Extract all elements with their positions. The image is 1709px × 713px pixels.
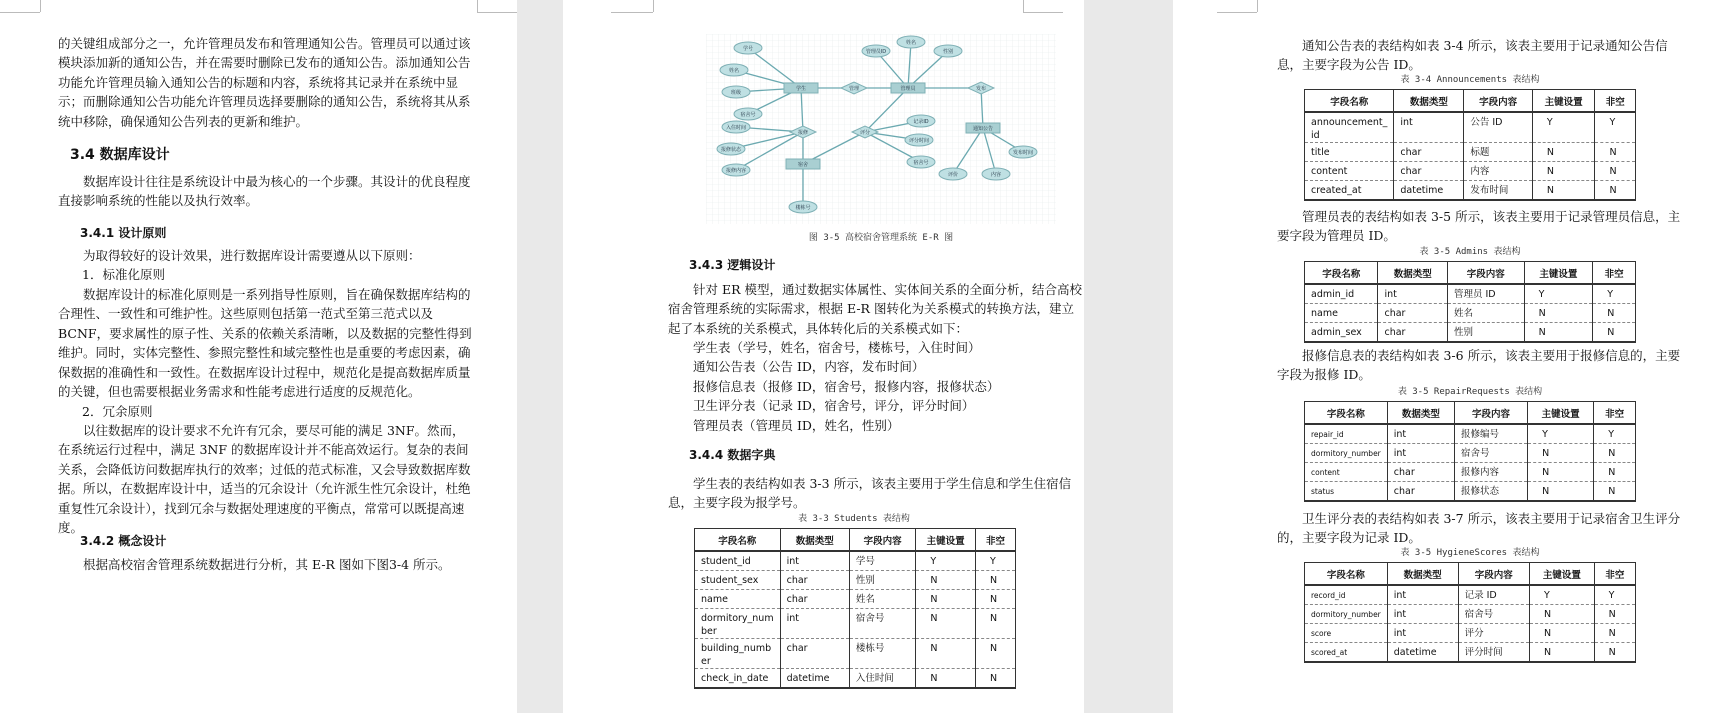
column-header: 非空 [975, 529, 1015, 552]
paragraph-hygiene: 卫生评分表的表结构如表 3-7 所示，该表主要用于记录宿舍卫生评分的，主要字段为记录 ID。 [1277, 511, 1681, 546]
table-cell: N [1529, 643, 1594, 663]
table-cell: 楼栋号 [849, 639, 915, 669]
list-item: 2．冗余原则 [82, 404, 153, 419]
table-cell: N [975, 590, 1015, 609]
crop-mark [1217, 12, 1257, 13]
er-entity [966, 123, 1000, 133]
section-heading: 3.4 数据库设计 [70, 147, 170, 163]
crop-mark [653, 0, 654, 12]
er-label: 班级 [730, 89, 742, 96]
table-cell: char [780, 639, 849, 669]
er-entity [784, 83, 818, 93]
table-cell: N [1532, 143, 1595, 162]
table-cell: 宿舍号 [849, 609, 915, 639]
er-attribute [717, 143, 745, 155]
table-cell: char [1394, 162, 1464, 181]
table-cell: char [780, 571, 849, 590]
document-page-1 [0, 0, 517, 713]
admins-table [1304, 261, 1636, 343]
table-cell: datetime [780, 669, 849, 689]
paragraph-db-design: 数据库设计往往是系统设计中最为核心的一个步骤。其设计的优良程度直接影响系统的性能以及执行效率。 [58, 174, 471, 209]
table-cell: 入住时间 [849, 669, 915, 689]
er-attribute [1009, 146, 1037, 158]
er-label: 评分 [859, 129, 871, 136]
er-label: 宿舍号 [740, 111, 756, 118]
table-cell: title [1305, 143, 1394, 162]
table-cell: 姓名 [849, 590, 915, 609]
paragraph-repair: 报修信息表的表结构如表 3-6 所示，该表主要用于报修信息的，主要字段为报修 ID。 [1277, 348, 1681, 383]
crop-mark [477, 12, 517, 13]
table-cell: N [1594, 444, 1636, 463]
table-cell: score [1305, 624, 1388, 643]
er-label: 性别 [942, 48, 954, 55]
table-header-row [1305, 262, 1636, 285]
table-cell: Y [1532, 112, 1595, 143]
table-cell: Y [1524, 284, 1593, 304]
table-row [1305, 304, 1636, 323]
table-cell: dormitory_number [1305, 605, 1388, 624]
table-cell: char [780, 590, 849, 609]
er-diagram [706, 34, 1056, 224]
subsection-heading: 3.4.2 概念设计 [80, 534, 167, 548]
table-row [695, 639, 1016, 669]
table-row [1305, 444, 1636, 463]
table-header-row [695, 529, 1016, 552]
table-row [1305, 585, 1636, 605]
table-cell: N [1594, 624, 1635, 643]
table-cell: Y [1595, 112, 1636, 143]
table-cell: 学号 [849, 551, 915, 571]
table-cell: N [1594, 463, 1636, 482]
column-header: 主键设置 [1529, 563, 1594, 586]
table-row [695, 590, 1016, 609]
paragraph-logic: 针对 ER 模型，通过数据实体属性、实体间关系的全面分析，结合高校宿舍管理系统的实际需求，根据 E-R 图转化为关系模式的转换方法，建立起了本系统的关系模式，具体转化后的关系模式如下： [668, 282, 1082, 336]
table-row [1305, 143, 1636, 162]
table-row [1305, 605, 1636, 624]
table-row [695, 571, 1016, 590]
table-cell: building_numb er [695, 639, 781, 669]
column-header: 非空 [1594, 563, 1635, 586]
table-cell: N [916, 590, 976, 609]
table-cell: 内容 [1464, 162, 1533, 181]
table-row [1305, 643, 1636, 663]
table-cell: 姓名 [1447, 304, 1524, 323]
table-cell: datetime [1394, 181, 1464, 201]
table-cell: admin_id [1305, 284, 1378, 304]
er-label: 报修内容 [725, 167, 747, 174]
table-cell: N [1528, 463, 1594, 482]
table-caption: 表 3-4 Announcements 表结构 [1400, 75, 1540, 85]
table-row [1305, 463, 1636, 482]
table-cell: N [1593, 304, 1636, 323]
table-cell: Y [1528, 424, 1594, 444]
table-cell: name [695, 590, 781, 609]
table-cell: N [1594, 605, 1635, 624]
document-page-2 [563, 0, 1084, 713]
table-cell: N [975, 639, 1015, 669]
er-label: 管理员 [900, 85, 916, 92]
crop-mark [1257, 0, 1258, 12]
schema-item: 学生表（学号，姓名，宿舍号，楼栋号，入住时间） [693, 340, 981, 355]
table-cell: student_id [695, 551, 781, 571]
subsection-heading: 3.4.3 逻辑设计 [689, 258, 776, 272]
table-cell: content [1305, 463, 1388, 482]
crop-mark [0, 12, 40, 13]
column-header: 数据类型 [780, 529, 849, 552]
table-cell: N [1529, 624, 1594, 643]
table-cell: announcement_ id [1305, 112, 1394, 143]
er-label: 学号 [742, 45, 754, 52]
schema-item: 管理员表（管理员 ID，姓名，性别） [693, 417, 900, 433]
er-attribute [722, 86, 750, 98]
table-cell: 宿舍号 [1458, 605, 1529, 624]
er-label: 管理 [848, 85, 860, 92]
er-attribute [720, 64, 748, 76]
column-header: 非空 [1595, 90, 1636, 113]
table-cell: 评分时间 [1458, 643, 1529, 663]
table-cell: N [916, 571, 976, 590]
table-cell: N [975, 609, 1015, 639]
table-cell: 报修编号 [1454, 424, 1527, 444]
list-item: 1．标准化原则 [82, 267, 165, 282]
table-cell: 评分 [1458, 624, 1529, 643]
er-label: 楼栋号 [795, 204, 811, 211]
er-label: 入住时间 [725, 124, 747, 131]
crop-mark [477, 0, 478, 12]
er-attribute [934, 45, 962, 57]
table-cell: 标题 [1464, 143, 1533, 162]
column-header: 数据类型 [1387, 402, 1454, 425]
subsection-heading: 3.4.1 设计原则 [80, 226, 167, 240]
table-cell: N [1593, 323, 1636, 343]
table-row [1305, 112, 1636, 143]
table-cell: 发布时间 [1464, 181, 1533, 201]
paragraph-principles: 为取得较好的设计效果，进行数据库设计需要遵从以下原则： [83, 248, 421, 263]
table-cell: admin_sex [1305, 323, 1378, 343]
table-cell: int [1387, 585, 1458, 605]
column-header: 数据类型 [1387, 563, 1458, 586]
table-cell: Y [1594, 424, 1636, 444]
table-row [1305, 284, 1636, 304]
table-cell: N [916, 609, 976, 639]
table-row [1305, 181, 1636, 201]
table-row [1305, 624, 1636, 643]
column-header: 主键设置 [1528, 402, 1594, 425]
column-header: 非空 [1593, 262, 1636, 285]
er-label: 发布时间 [1012, 149, 1034, 156]
er-attribute [939, 168, 967, 180]
er-attribute [734, 42, 762, 54]
er-attribute [789, 201, 817, 213]
table-cell: 宿舍号 [1454, 444, 1527, 463]
er-label: 评价 [947, 171, 959, 178]
table-cell: dormitory_num ber [695, 609, 781, 639]
column-header: 非空 [1594, 402, 1636, 425]
table-cell: N [1524, 323, 1593, 343]
paragraph-redundancy: 以往数据库的设计要求不允许有冗余，要尽可能的满足 3NF。然而，在系统运行过程中，满足 3NF 的数据库设计并不能高效运行。复杂的表间关系，会降低访问数据库执行的效率；过低的范式标准，又会导致数据库数据。所以，在数据库设计中，适当的冗余设计（允许派生性冗余设计，杜绝重复性冗余设计），找到冗余与数据处理速度的平衡点，常常可以既提高速度。 [58, 423, 471, 536]
table-cell: N [916, 639, 976, 669]
er-label: 报修状态 [720, 146, 742, 153]
subsection-heading: 3.4.4 数据字典 [689, 448, 776, 462]
table-cell: N [916, 669, 976, 689]
table-cell: N [1528, 482, 1594, 502]
crop-mark [1023, 0, 1024, 12]
column-header: 主键设置 [1524, 262, 1593, 285]
table-cell: int [1387, 424, 1454, 444]
paragraph-intro: 的关键组成部分之一，允许管理员发布和管理通知公告。管理员可以通过该模块添加新的通知公告，并在需要时删除已发布的通知公告。添加通知公告功能允许管理员输入通知公告的标题和内容，系统将其记录并在系统中显示；而删除通知公告功能允许管理员选择要删除的通知公告，系统将其从系统中移除，确保通知公告列表的更新和维护。 [58, 36, 471, 129]
er-attribute [907, 156, 935, 168]
er-label: 评分时间 [908, 137, 930, 144]
figure-caption: 图 3-5 高校宿舍管理系统 E-R 图 [808, 233, 954, 243]
table-cell: int [1378, 284, 1447, 304]
table-row [695, 551, 1016, 571]
table-cell: N [1595, 162, 1636, 181]
table-cell: N [1594, 482, 1636, 502]
table-cell: int [1387, 624, 1458, 643]
er-label: 姓名 [905, 39, 917, 46]
table-cell: char [1378, 304, 1447, 323]
er-label: 发布 [975, 85, 987, 92]
table-cell: 报修内容 [1454, 463, 1527, 482]
table-cell: N [1532, 181, 1595, 201]
table-cell: repair_id [1305, 424, 1388, 444]
crop-mark [1023, 12, 1063, 13]
table-caption: 表 3-3 Students 表结构 [798, 514, 910, 524]
table-cell: datetime [1387, 643, 1458, 663]
er-label: 管理员ID [865, 48, 887, 55]
column-header: 字段内容 [1464, 90, 1533, 113]
table-cell: int [1387, 444, 1454, 463]
table-cell: char [1394, 143, 1464, 162]
table-header-row [1305, 402, 1636, 425]
table-cell: created_at [1305, 181, 1394, 201]
column-header: 字段内容 [1458, 563, 1529, 586]
table-cell: Y [1529, 585, 1594, 605]
table-cell: N [975, 669, 1015, 689]
table-cell: N [1595, 181, 1636, 201]
er-label: 报修 [797, 129, 809, 136]
column-header: 数据类型 [1378, 262, 1447, 285]
table-cell: scored_at [1305, 643, 1388, 663]
er-label: 宿舍 [797, 161, 809, 168]
table-cell: N [1595, 143, 1636, 162]
er-label: 内容 [990, 171, 1002, 178]
er-attribute [897, 36, 925, 48]
table-cell: N [1529, 605, 1594, 624]
table-cell: N [1524, 304, 1593, 323]
table-cell: Y [1593, 284, 1636, 304]
hygiene-scores-table [1304, 562, 1636, 663]
table-cell: Y [975, 551, 1015, 571]
table-cell: 记录 ID [1458, 585, 1529, 605]
table-cell: char [1387, 463, 1454, 482]
column-header: 字段名称 [1305, 563, 1388, 586]
table-cell: 性别 [1447, 323, 1524, 343]
paragraph-admins: 管理员表的表结构如表 3-5 所示，该表主要用于记录管理员信息，主要字段为管理员 ID。 [1277, 209, 1681, 244]
schema-item: 报修信息表（报修 ID，宿舍号，报修内容，报修状态） [693, 378, 1000, 394]
table-cell: N [975, 571, 1015, 590]
table-header-row [1305, 90, 1636, 113]
table-cell: content [1305, 162, 1394, 181]
table-cell: int [1387, 605, 1458, 624]
table-cell: int [780, 609, 849, 639]
table-caption: 表 3-5 HygieneScores 表结构 [1400, 548, 1540, 558]
table-cell: int [1394, 112, 1464, 143]
er-attribute [905, 134, 933, 146]
table-header-row [1305, 563, 1636, 586]
schema-item: 通知公告表（公告 ID，内容，发布时间） [693, 359, 925, 375]
er-label: 宿舍号 [913, 159, 929, 166]
column-header: 数据类型 [1394, 90, 1464, 113]
table-cell: N [1532, 162, 1595, 181]
crop-mark [611, 12, 653, 13]
table-row [1305, 424, 1636, 444]
table-cell: Y [916, 551, 976, 571]
er-label: 记录ID [913, 118, 929, 125]
column-header: 主键设置 [1532, 90, 1595, 113]
schema-item: 卫生评分表（记录 ID，宿舍号，评分，评分时间） [693, 398, 975, 414]
document-page-3 [1173, 0, 1709, 713]
table-cell: dormitory_number [1305, 444, 1388, 463]
table-cell: 管理员 ID [1447, 284, 1524, 304]
column-header: 字段内容 [849, 529, 915, 552]
crop-mark [40, 0, 41, 12]
table-cell: N [1528, 444, 1594, 463]
er-attribute [722, 164, 750, 176]
column-header: 字段名称 [1305, 262, 1378, 285]
er-attribute [722, 121, 750, 133]
er-attribute [862, 45, 890, 57]
table-row [1305, 323, 1636, 343]
column-header: 字段名称 [695, 529, 781, 552]
column-header: 字段内容 [1454, 402, 1527, 425]
table-cell: int [780, 551, 849, 571]
table-row [1305, 482, 1636, 502]
paragraph-concept: 根据高校宿舍管理系统数据进行分析，其 E-R 图如下图3-4 所示。 [83, 557, 451, 572]
paragraph-standardization: 数据库设计的标准化原则是一系列指导性原则，旨在确保数据库结构的合理性、一致性和可维护性。这些原则包括第一范式至第三范式以及 BCNF，要求属性的原子性、关系的依赖关系清晰，以及数据的完整性得到维护。同时，实体完整性、参照完整性和域完整性也是重要的考虑因素，确保数据的准确性和一致性。在数据库设计过程中，规范化是提高数据库质量的关键，但也需要根据业务需求和性能考虑进行适度的反规范化。 [58, 287, 472, 400]
paragraph-announcements: 通知公告表的表结构如表 3-4 所示，该表主要用于记录通知公告信息，主要字段为公告 ID。 [1277, 38, 1668, 73]
announcements-table [1304, 89, 1636, 201]
table-caption: 表 3-5 Admins 表结构 [1419, 247, 1521, 257]
table-cell: name [1305, 304, 1378, 323]
er-entity [786, 159, 820, 169]
table-cell: char [1378, 323, 1447, 343]
table-cell: char [1387, 482, 1454, 502]
er-attribute [907, 115, 935, 127]
table-cell: 报修状态 [1454, 482, 1527, 502]
paragraph-dict: 学生表的表结构如表 3-3 所示，该表主要用于学生信息和学生住宿信息，主要字段为报学号。 [668, 476, 1072, 511]
column-header: 字段名称 [1305, 402, 1388, 425]
table-row [695, 609, 1016, 639]
table-row [1305, 162, 1636, 181]
repair-requests-table [1304, 401, 1636, 502]
table-cell: N [1594, 643, 1635, 663]
table-cell: 性别 [849, 571, 915, 590]
column-header: 字段名称 [1305, 90, 1394, 113]
table-cell: Y [1594, 585, 1635, 605]
er-label: 姓名 [728, 67, 740, 74]
er-label: 学生 [795, 85, 807, 92]
column-header: 主键设置 [916, 529, 976, 552]
table-row [695, 669, 1016, 689]
table-cell: 公告 ID [1464, 112, 1533, 143]
table-cell: check_in_date [695, 669, 781, 689]
students-table [694, 528, 1016, 689]
er-attribute [734, 108, 762, 120]
er-label: 通知公告 [972, 125, 994, 132]
table-cell: student_sex [695, 571, 781, 590]
column-header: 字段内容 [1447, 262, 1524, 285]
er-attribute [982, 168, 1010, 180]
table-caption: 表 3-5 RepairRequests 表结构 [1397, 387, 1543, 397]
table-cell: status [1305, 482, 1388, 502]
table-cell: record_id [1305, 585, 1388, 605]
er-entity [891, 83, 925, 93]
